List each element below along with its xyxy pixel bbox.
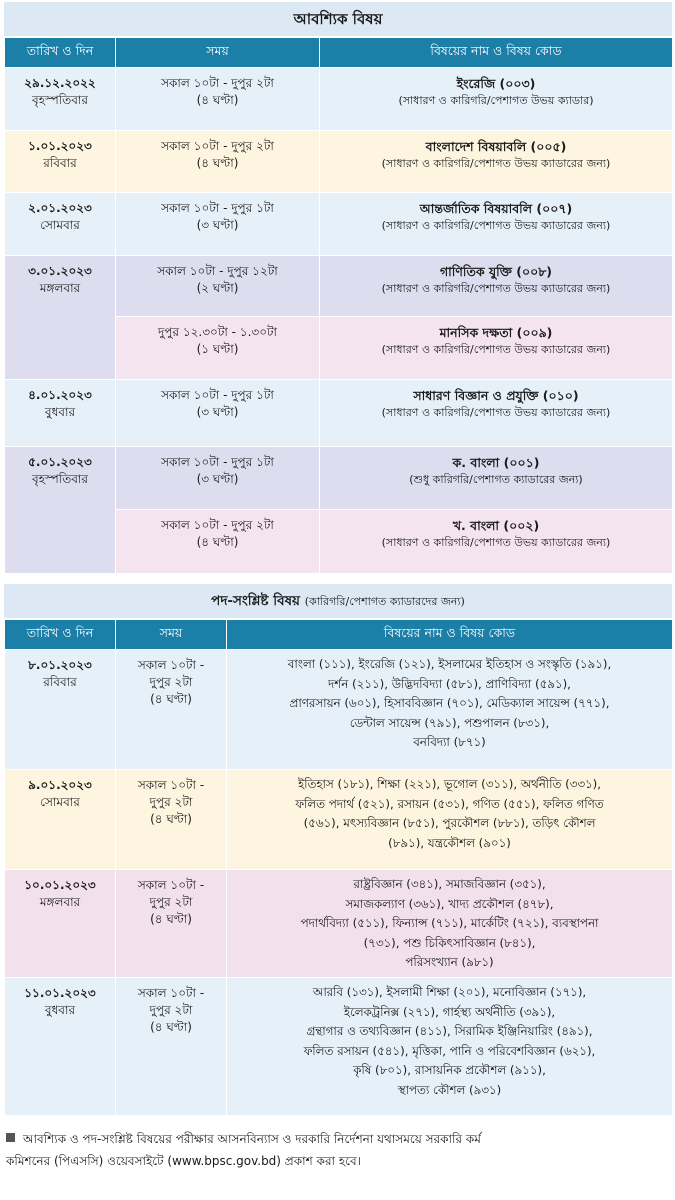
compulsory-subjects-title (4, 2, 672, 36)
exam-date: ৮.০১.২০২৩ (28, 658, 92, 672)
exam-day: বৃহস্পতিবার (32, 472, 88, 486)
subject-name: খ. বাংলা (০০২) (452, 518, 540, 533)
subject-note: (সাধারণ ও কারিগরি/পেশাগত উভয় ক্যাডারের জন্য) (381, 219, 611, 232)
subject-name: সাধারণ বিজ্ঞান ও প্রযুক্তি (০১০) (413, 388, 579, 403)
subject-line: ইলেকট্রনিক্স (২৭১), গার্হস্থ্য অর্থনীতি (৩৯১), (343, 1004, 556, 1019)
square-bullet-icon (6, 1133, 15, 1142)
subject-cell (320, 317, 673, 380)
exam-day: বৃহস্পতিবার (32, 93, 88, 107)
time-cell (116, 447, 320, 510)
header-date: তারিখ ও দিন (5, 620, 116, 650)
time-cell (116, 68, 320, 131)
time-range: সকাল ১০টা - দুপুর ২টা (161, 518, 274, 532)
duration: (৪ ঘণ্টা) (150, 692, 192, 706)
duration: (৪ ঘণ্টা) (196, 93, 239, 107)
subject-list-cell (227, 978, 673, 1116)
duration: (১ ঘণ্টা) (196, 342, 239, 356)
subject-line: ফলিত পদার্থ (৫২১), রসায়ন (৫৩১), গণিত (৫৫১), ফলিত গণিত (295, 796, 604, 811)
time-cell (116, 870, 227, 978)
time-cell (116, 978, 227, 1116)
subject-line: ইতিহাস (১৮১), শিক্ষা (২২১), ভূগোল (৩১১), অর্থনীতি (৩৩১), (297, 777, 602, 791)
table-row (5, 256, 673, 317)
header-subject: বিষয়ের নাম ও বিষয় কোড (320, 38, 673, 68)
footnote-line (6, 1128, 668, 1150)
duration: (৩ ঘণ্টা) (196, 405, 239, 419)
subject-name: মানসিক দক্ষতা (০০৯) (439, 325, 553, 340)
date-cell (5, 978, 116, 1116)
exam-day: বুধবার (44, 405, 76, 419)
exam-date: ২৯.১২.২০২২ (24, 76, 96, 90)
time-cell (116, 317, 320, 380)
table-row (5, 978, 673, 1116)
table-row (5, 380, 673, 447)
time-cell (116, 256, 320, 317)
header-time: সময় (116, 38, 320, 68)
time-end: দুপুর ২টা (149, 895, 193, 909)
subject-line: ফলিত রসায়ন (৫৪১), মৃত্তিকা, পানি ও পরিবেশবিজ্ঞান (৬২১), (303, 1043, 596, 1058)
subject-line: (৭৩১), পশু চিকিৎসাবিজ্ঞান (৮৪১), (363, 935, 536, 950)
subject-line: রাষ্ট্রবিজ্ঞান (৩৪১), সমাজবিজ্ঞান (৩৫১), (353, 877, 546, 891)
time-cell (116, 131, 320, 193)
subject-line: আরবি (১৩১), ইসলামী শিক্ষা (২০১), মনোবিজ্ঞান (১৭১), (312, 985, 587, 999)
section-title-text: আবশ্যিক বিষয় (293, 10, 383, 28)
subject-line: পদার্থবিদ্যা (৫১১), ফিন্যান্স (৭১১), মার্কেটিং (৭২১), ব্যবস্থাপনা (300, 916, 599, 930)
exam-date: ২.০১.২০২৩ (28, 201, 92, 215)
table-row (5, 650, 673, 770)
duration: (৪ ঘণ্টা) (150, 912, 192, 926)
subject-cell (320, 68, 673, 131)
subject-cell (320, 447, 673, 510)
subject-cell (320, 380, 673, 447)
subject-note: (সাধারণ ও কারিগরি/পেশাগত উভয় ক্যাডার) (398, 94, 594, 107)
subject-name: বাংলাদেশ বিষয়াবলি (০০৫) (425, 139, 567, 154)
date-cell (5, 131, 116, 193)
date-cell (5, 447, 116, 574)
subject-line: গ্রন্থাগার ও তথ্যবিজ্ঞান (৪১১), সিরামিক ইঞ্জিনিয়ারিং (৪৯১), (306, 1024, 593, 1038)
subject-note: (সাধারণ ও কারিগরি/পেশাগত উভয় ক্যাডারের জন্য) (381, 536, 611, 549)
time-start: সকাল ১০টা - (137, 986, 205, 1000)
time-range: সকাল ১০টা - দুপুর ২টা (161, 76, 274, 90)
duration: (২ ঘণ্টা) (196, 281, 239, 295)
header-time: সময় (116, 620, 227, 650)
subject-name: ইংরেজি (০০৩) (456, 76, 536, 91)
duration: (৪ ঘণ্টা) (196, 535, 239, 549)
subject-list-cell (227, 770, 673, 870)
exam-day: সোমবার (40, 795, 80, 809)
time-range: দুপুর ১২.৩০টা - ১.৩০টা (157, 325, 278, 339)
exam-date: ৪.০১.২০২৩ (28, 388, 92, 402)
exam-day: সোমবার (40, 218, 80, 232)
time-range: সকাল ১০টা - দুপুর ১২টা (157, 264, 278, 278)
subject-line: ডেন্টাল সায়েন্স (৭৯১), পশুপালন (৮৩১), (349, 715, 550, 730)
date-cell (5, 256, 116, 380)
job-specific-subjects-title (4, 584, 672, 618)
subject-name: গাণিতিক যুক্তি (০০৮) (439, 264, 553, 279)
date-cell (5, 650, 116, 770)
time-cell (116, 380, 320, 447)
subject-note: (সাধারণ ও কারিগরি/পেশাগত উভয় ক্যাডারের জন্য) (381, 282, 611, 295)
date-cell (5, 770, 116, 870)
exam-date: ৫.০১.২০২৩ (28, 455, 92, 469)
time-cell (116, 510, 320, 574)
subject-line: (৫৬১), মৎস্যবিজ্ঞান (৮৫১), পুরকৌশল (৮৮১), তড়িৎ কৌশল (303, 816, 596, 830)
date-cell (5, 68, 116, 131)
subject-cell (320, 131, 673, 193)
subject-line: স্থাপত্য কৌশল (৯৩১) (397, 1082, 502, 1097)
duration: (৩ ঘণ্টা) (196, 472, 239, 486)
time-cell (116, 193, 320, 256)
table-row (5, 131, 673, 193)
date-cell (5, 193, 116, 256)
exam-date: ৩.০১.২০২৩ (28, 264, 92, 278)
exam-date: ১০.০১.২০২৩ (24, 878, 96, 892)
time-range: সকাল ১০টা - দুপুর ১টা (161, 455, 274, 469)
section-subtitle: (কারিগরি/পেশাগত ক্যাডারদের জন্য) (304, 595, 465, 608)
time-cell (116, 650, 227, 770)
exam-day: মঙ্গলবার (39, 895, 81, 909)
exam-date: ১১.০১.২০২৩ (24, 986, 96, 1000)
header-date: তারিখ ও দিন (5, 38, 116, 68)
date-cell (5, 380, 116, 447)
subject-line: সমাজকল্যাণ (৩৬১), খাদ্য প্রকৌশল (৪৭৮), (345, 896, 554, 911)
duration: (৩ ঘণ্টা) (196, 218, 239, 232)
subject-line: কৃষি (৮০১), রাসায়নিক প্রকৌশল (৯১১), (353, 1063, 546, 1077)
subject-list-cell (227, 870, 673, 978)
table-header-row (5, 38, 673, 68)
exam-day: মঙ্গলবার (39, 281, 81, 295)
footnote (6, 1128, 668, 1172)
exam-day: বুধবার (44, 1003, 76, 1017)
subject-line: বনবিদ্যা (৮৭১) (413, 735, 486, 749)
date-cell (5, 870, 116, 978)
subject-note: (সাধারণ ও কারিগরি/পেশাগত উভয় ক্যাডারের জন্য) (381, 343, 611, 356)
subject-cell (320, 510, 673, 574)
duration: (৪ ঘণ্টা) (150, 1020, 192, 1034)
subject-line: (৮৯১), যন্ত্রকৌশল (৯০১) (388, 835, 511, 850)
exam-day: রবিবার (43, 156, 77, 170)
subject-line: বাংলা (১১১), ইংরেজি (১২১), ইসলামের ইতিহাস ও সংস্কৃতি (১৯১), (287, 657, 612, 671)
table-row (5, 770, 673, 870)
subject-cell (320, 193, 673, 256)
subject-line: প্রাণরসায়ন (৬০১), হিসাববিজ্ঞান (৭০১), মেডিক্যাল সায়েন্স (৭৭১), (289, 696, 610, 710)
compulsory-schedule-table (4, 37, 673, 574)
duration: (৪ ঘণ্টা) (150, 812, 192, 826)
job-specific-schedule-table (4, 619, 673, 1116)
time-range: সকাল ১০টা - দুপুর ২টা (161, 139, 274, 153)
footnote-text: আবশ্যিক ও পদ-সংশ্লিষ্ট বিষয়ের পরীক্ষার আসনবিন্যাস ও দরকারি নির্দেশনা যথাসময়ে সরকারি কর্ম (23, 1132, 481, 1146)
table-row (5, 447, 673, 510)
table-row (5, 193, 673, 256)
subject-line: দর্শন (২১১), উদ্ভিদবিদ্যা (৫৮১), প্রাণিবিদ্যা (৫৯১), (328, 676, 571, 691)
table-row (5, 68, 673, 131)
time-cell (116, 770, 227, 870)
section-title-text: পদ-সংশ্লিষ্ট বিষয় (211, 593, 300, 609)
duration: (৪ ঘণ্টা) (196, 156, 239, 170)
subject-name: ক. বাংলা (০০১) (452, 455, 540, 470)
subject-note: (সাধারণ ও কারিগরি/পেশাগত উভয় ক্যাডারের জন্য) (381, 157, 611, 170)
time-end: দুপুর ২টা (149, 675, 193, 689)
time-start: সকাল ১০টা - (137, 778, 205, 792)
subject-note: (সাধারণ ও কারিগরি/পেশাগত উভয় ক্যাডারের জন্য) (381, 406, 611, 419)
table-header-row (5, 620, 673, 650)
time-end: দুপুর ২টা (149, 1003, 193, 1017)
table-row (5, 870, 673, 978)
subject-cell (320, 256, 673, 317)
footnote-text: কমিশনের (পিএসসি) ওয়েবসাইটে (www.bpsc.gov.bd) প্রকাশ করা হবে। (6, 1154, 361, 1168)
exam-date: ১.০১.২০২৩ (28, 139, 92, 153)
time-start: সকাল ১০টা - (137, 878, 205, 892)
time-range: সকাল ১০টা - দুপুর ১টা (161, 201, 274, 215)
exam-date: ৯.০১.২০২৩ (28, 778, 92, 792)
time-end: দুপুর ২টা (149, 795, 193, 809)
time-start: সকাল ১০টা - (137, 658, 205, 672)
header-subject: বিষয়ের নাম ও বিষয় কোড (227, 620, 673, 650)
time-range: সকাল ১০টা - দুপুর ১টা (161, 388, 274, 402)
subject-name: আন্তর্জাতিক বিষয়াবলি (০০৭) (419, 201, 573, 216)
subject-line: পরিসংখ্যান (৯৮১) (405, 955, 494, 969)
subject-list-cell (227, 650, 673, 770)
subject-note: (শুধু কারিগরি/পেশাগত ক্যাডারের জন্য) (409, 473, 583, 486)
exam-day: রবিবার (43, 675, 77, 689)
